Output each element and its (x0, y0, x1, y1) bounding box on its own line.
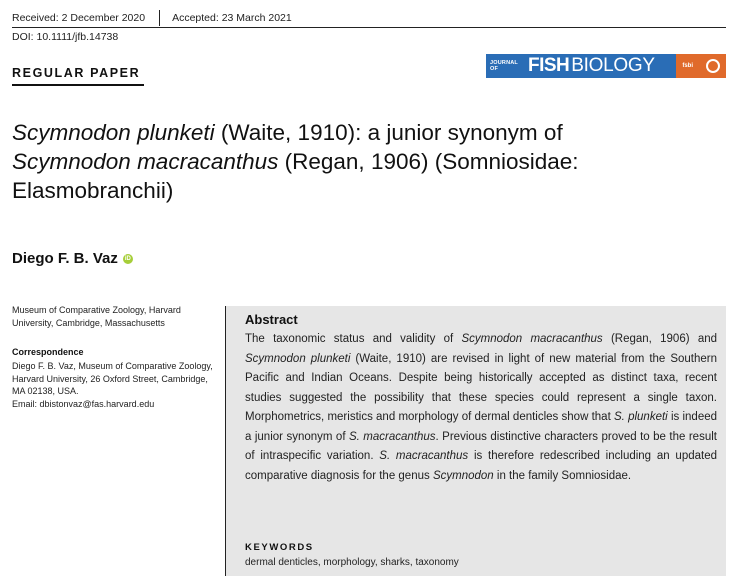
correspondence-email[interactable]: Email: dbistonvaz@fas.harvard.edu (12, 398, 155, 409)
abstract-seg-6: S. plunketi (614, 411, 668, 423)
received-date: Received: 2 December 2020 (12, 12, 146, 24)
abstract-seg-4: Scymnodon plunketi (245, 352, 351, 365)
abstract-seg-8: S. macracanthus (348, 430, 436, 443)
accepted-date: Accepted: 23 March 2021 (172, 12, 292, 24)
abstract-seg-10: S. macracanthus (379, 450, 469, 462)
abstract-seg-5: (Waite, 1910) are revised in light of new material from the Southern Pacific and Indian Oceans. Despite being historically accepted as distinct taxa, recent studies suggested the possibility that these species could represent a single taxon. Morphometrics, meristics and morphology of dermal denticles show that (245, 352, 717, 423)
journal-logo-small-text: JOURNAL OF (490, 60, 518, 72)
section-label: REGULAR PAPER (12, 66, 141, 80)
abstract-seg-2: Scymnodon macracanthus (461, 333, 603, 345)
abstract-seg-7: is indeed a junior synonym of (245, 411, 718, 443)
author-line (12, 250, 133, 267)
keywords-list: dermal denticles, morphology, sharks, taxonomy (245, 557, 459, 568)
fsbi-badge-text: fsbi (682, 63, 693, 69)
fsbi-badge (676, 54, 726, 78)
keywords-heading: KEYWORDS (245, 542, 314, 553)
abstract-text (245, 330, 717, 486)
abstract-seg-11: is therefore redescribed including an updated comparative diagnosis for the genus (245, 450, 717, 482)
journal-logo-word-biology: BIOLOGY (571, 55, 655, 76)
orcid-icon[interactable]: iD (124, 255, 131, 262)
abstract-heading: Abstract (245, 312, 298, 327)
title-species-1: Scymnodon plunketi (12, 120, 215, 145)
title-part-2: (Waite, 1910): a junior synonym of (214, 120, 563, 145)
correspondence-address: Diego F. B. Vaz, Museum of Comparative Zoology, Harvard University, 26 Oxford Street, Cambridge, MA 02138, USA. (12, 361, 213, 396)
title-part-4: (Regan, 1906) (Somniosidae: Elasmobranchii) (12, 149, 579, 203)
abstract-seg-12: Scymnodon (432, 469, 494, 482)
abstract-seg-13: in the family Somniosidae. (493, 469, 632, 482)
article-dates (12, 10, 292, 26)
affiliation: Museum of Comparative Zoology, Harvard University, Cambridge, Massachusetts (12, 305, 181, 328)
date-divider (159, 10, 160, 26)
paper-title (12, 118, 632, 205)
header-rule (12, 27, 726, 28)
correspondence-heading: Correspondence (12, 347, 84, 357)
section-underline (12, 84, 144, 86)
abstract-seg-1: The taxonomic status and validity of (245, 333, 462, 345)
doi-link[interactable]: DOI: 10.1111/jfb.14738 (12, 31, 119, 43)
abstract-seg-3: (Regan, 1906) and (602, 333, 718, 345)
author-name[interactable]: Diego F. B. Vaz (12, 250, 118, 267)
title-species-2: Scymnodon macracanthus (12, 149, 279, 174)
journal-logo (486, 54, 726, 78)
journal-logo-word-fish: FISH (528, 55, 570, 76)
abstract-seg-9: . Previous distinctive characters proved to be the result of intraspecific variation. (245, 430, 717, 462)
correspondence-body (12, 360, 217, 410)
fsbi-ring-icon (706, 59, 720, 73)
